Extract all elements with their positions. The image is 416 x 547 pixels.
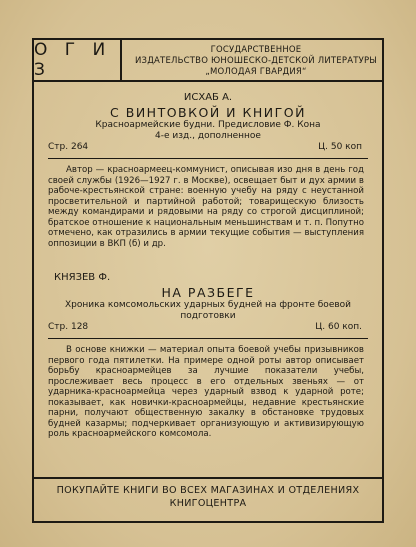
book-entry-2 xyxy=(34,272,382,440)
book-subtitle: Хроника комсомольских ударных будней на фронте боевой xyxy=(64,300,352,310)
book-author: ИСХАБ А. xyxy=(183,92,233,103)
footer-line: ПОКУПАЙТЕ КНИГИ ВО ВСЕХ МАГАЗИНАХ И ОТДЕЛЕНИЯХ xyxy=(56,485,360,496)
book-pages: Стр. 128 xyxy=(48,322,89,332)
advert-frame xyxy=(32,38,384,523)
divider xyxy=(48,158,368,159)
ogiz-logo: О Г И З xyxy=(34,40,122,80)
book-subtitle: Красноармейские будни. Предисловие Ф. Кона xyxy=(95,120,321,130)
description-text: В основе книжки — материал опыта боевой учебы призывников первого года пятилетки. На примере одной роты автор описывает борьбу красноармейцев за лучшие показатели учебы, прослеживает весь процесс в его отдельных звеньях — от ударника-красноармейца через ударный взвод к ударной роте; показывает, как новички-красноармейцы, недавние крестьянские парни, получают общественную закалку в обстановке трудовых будней казармы; подчеркивает организующую и активизирующую роль красноармейского комсомола. xyxy=(48,345,364,439)
book-title: НА РАЗБЕГЕ xyxy=(161,285,255,300)
footer-line: КНИГОЦЕНТРА xyxy=(169,497,247,509)
book-description xyxy=(34,345,382,440)
publisher-line: ГОСУДАРСТВЕННОЕ xyxy=(210,45,302,55)
book-entry-1 xyxy=(34,92,382,249)
book-meta xyxy=(34,322,382,333)
publisher-line: ИЗДАТЕЛЬСТВО ЮНОШЕСКО-ДЕТСКОЙ ЛИТЕРАТУРЫ xyxy=(134,56,378,66)
publisher-name xyxy=(130,45,382,78)
divider xyxy=(48,338,368,339)
book-price: Ц. 60 коп. xyxy=(315,322,362,332)
book-subtitle-cont: подготовки xyxy=(180,311,236,321)
footer xyxy=(34,477,382,521)
description-text: Автор — красноармеец-коммунист, описывая изо дня в день год своей службы (1926—1927 г. в Москве), освещает быт и дух армии в рабоче-крестьянской стране: военную учебу на ряду с неустанной просветительной и партийной работой; товарищескую близость между командирами и рядовыми на ряду со строгой дисциплиной; братское отношение к национальным меньшинствам и т. п. Попутно отмечено, как отразились в армии текущие события — выступления оппозиции в ВКП (б) и др. xyxy=(48,165,364,249)
header xyxy=(34,40,382,82)
book-price: Ц. 50 коп xyxy=(318,142,362,152)
book-pages: Стр. 264 xyxy=(48,142,89,152)
book-meta xyxy=(34,142,382,153)
publisher-line: „МОЛОДАЯ ГВАРДИЯ“ xyxy=(205,67,307,77)
book-author: КНЯЗЕВ Ф. xyxy=(54,272,111,283)
book-edition: 4-е изд., дополненное xyxy=(155,131,261,141)
book-title: С ВИНТОВКОЙ И КНИГОЙ xyxy=(110,105,306,120)
book-description xyxy=(34,165,382,249)
